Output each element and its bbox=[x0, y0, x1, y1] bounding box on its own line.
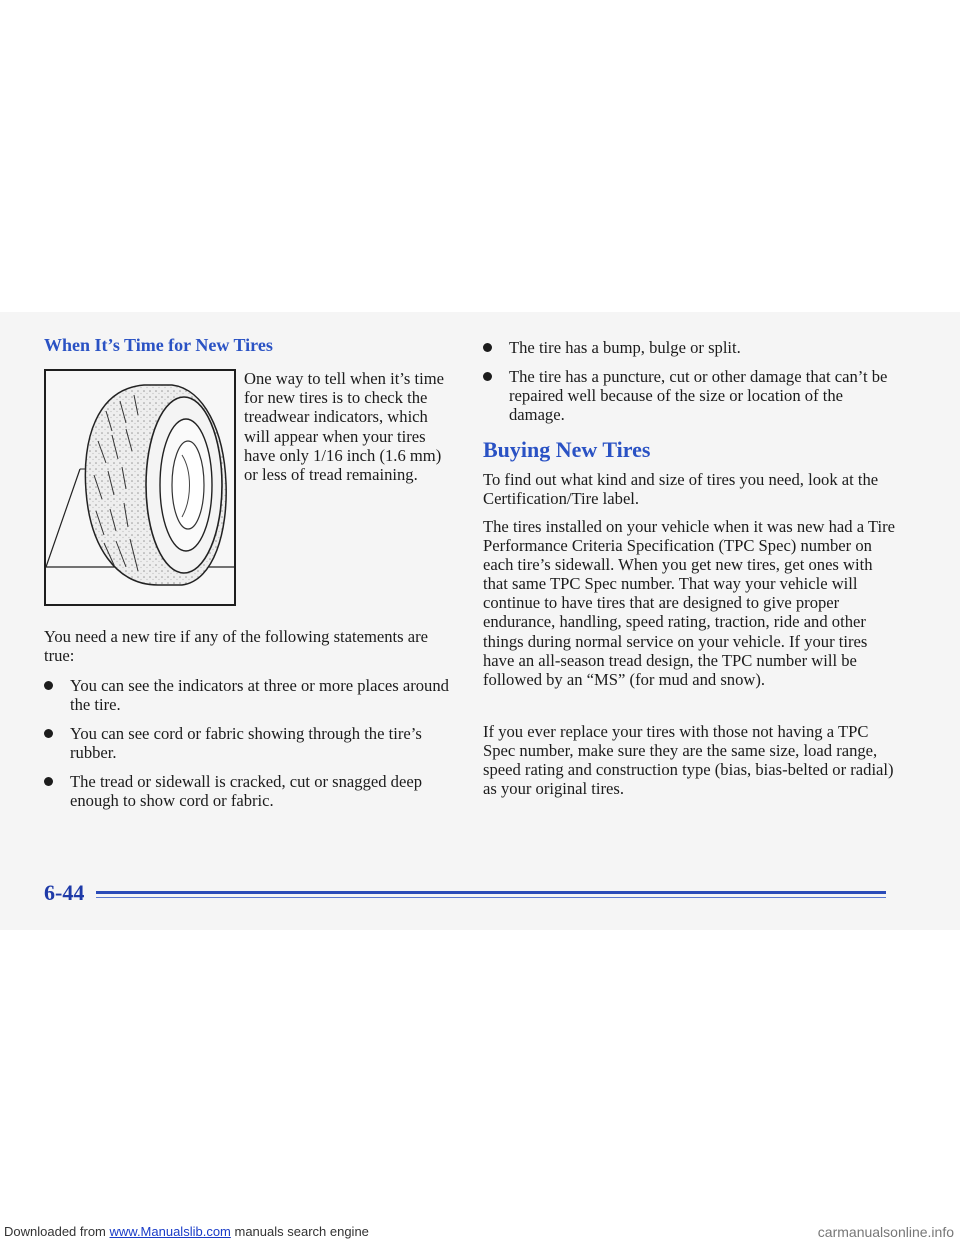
body-paragraph: If you ever replace your tires with those not having a TPC Spec number, make sure they are the same size, load range, speed rating and construction type (bias, bias-belted or radial) as your original tires. bbox=[483, 722, 894, 798]
page-rule bbox=[96, 891, 886, 894]
bullet-icon bbox=[44, 729, 53, 738]
watermark: carmanualsonline.info bbox=[817, 1224, 954, 1240]
download-footer bbox=[0, 1222, 960, 1242]
body-paragraph: The tires installed on your vehicle when it was new had a Tire Performance Criteria Specification (TPC Spec) number on each tire’s sidewall. When you get new tires, get ones with that same TPC Spec number. That way your vehicle will continue to have tires that are designed to give proper endurance, handling, speed rating, traction, ride and other things during normal service on your vehicle. If your tires have an all-season tread design, the TPC number will be followed by an “MS” (for mud and snow). bbox=[483, 517, 895, 689]
page-rule-thin bbox=[96, 897, 886, 898]
bullet-icon bbox=[44, 681, 53, 690]
list-item: You can see the indicators at three or more places around the tire. bbox=[44, 676, 454, 714]
page-number: 6-44 bbox=[44, 880, 85, 905]
list-item: The tire has a puncture, cut or other damage that can’t be repaired well because of the size or location of the damage. bbox=[483, 367, 895, 424]
section-heading-new-tires: When It’s Time for New Tires bbox=[44, 335, 273, 355]
list-item: You can see cord or fabric showing through the tire’s rubber. bbox=[44, 724, 454, 762]
body-paragraph: To find out what kind and size of tires you need, look at the Certification/Tire label. bbox=[483, 470, 879, 508]
manualslib-link[interactable]: www.Manualslib.com bbox=[109, 1224, 231, 1239]
list-item: The tread or sidewall is cracked, cut or snagged deep enough to show cord or fabric. bbox=[44, 772, 454, 810]
section-heading-buying-tires: Buying New Tires bbox=[483, 437, 651, 462]
bullet-icon bbox=[44, 777, 53, 786]
bullet-icon bbox=[483, 343, 492, 352]
footer-text: Downloaded from www.Manualslib.com manuals search engine bbox=[4, 1224, 369, 1239]
bullet-icon bbox=[483, 372, 492, 381]
bullet-list-right bbox=[483, 338, 895, 434]
tire-icon bbox=[46, 371, 234, 604]
list-item: The tire has a bump, bulge or split. bbox=[483, 338, 895, 357]
bullet-list-left bbox=[44, 676, 454, 820]
tire-illustration bbox=[44, 369, 236, 606]
body-paragraph: You need a new tire if any of the following statements are true: bbox=[44, 627, 429, 665]
intro-paragraph: One way to tell when it’s time for new tires is to check the treadwear indicators, which will appear when your tires have only 1/16 inch (1.6 mm) or less of tread remaining. bbox=[244, 369, 445, 485]
